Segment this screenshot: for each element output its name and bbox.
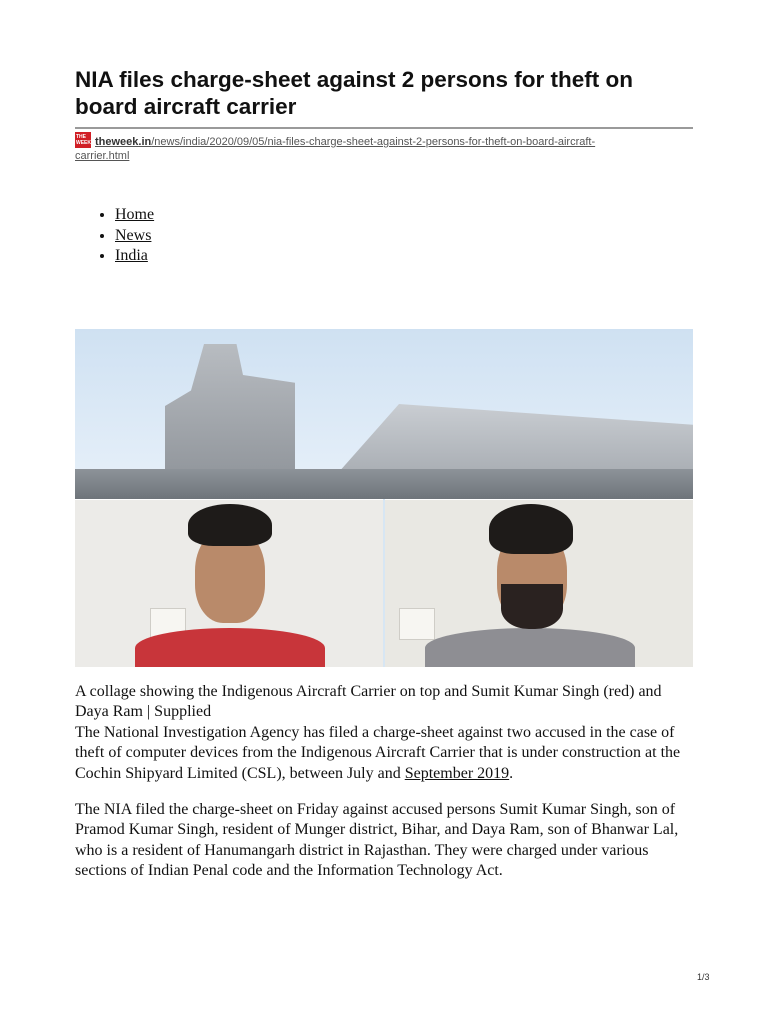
source-link[interactable] <box>75 136 595 162</box>
article-photo-collage <box>75 329 693 667</box>
page-number: 1/3 <box>697 972 710 982</box>
breadcrumb-link-home[interactable]: Home <box>115 206 155 223</box>
breadcrumb-link-news[interactable]: News <box>115 226 152 244</box>
beard <box>501 584 563 629</box>
portrait-sumit-kumar-singh <box>75 499 383 667</box>
article-paragraph-2: The NIA filed the charge-sheet on Friday against accused persons Sumit Kumar Singh, son of Pramod Kumar Singh, resident of Munger district, Bihar, and Daya Ram, son of Bhanwar Lal, who is a resident of Hanumangarh district in Rajasthan. They were charged under various sections of Indian Penal code and the Information Technology Act. <box>75 801 679 879</box>
title-divider <box>75 127 693 129</box>
hair <box>188 504 272 546</box>
source-url[interactable] <box>75 132 675 163</box>
source-host: theweek.in <box>95 136 152 148</box>
hair <box>489 504 573 554</box>
breadcrumb-item-home <box>115 205 154 226</box>
portrait-daya-ram <box>385 499 693 667</box>
the-week-logo-icon: THE WEEK <box>76 134 91 146</box>
breadcrumb-item-news <box>115 226 154 247</box>
breadcrumb-item-india <box>115 246 154 267</box>
source-path-line2: carrier.html <box>75 150 130 162</box>
september-2019-link[interactable]: September 2019 <box>404 764 510 782</box>
carrier-hull <box>75 469 693 499</box>
article-paragraph-1: The National Investigation Agency has filed a charge-sheet against two accused in the case of theft of computer devices from the Indigenous Aircraft Carrier that is under construction at the Cochin Shipyard Limited (CSL), between July and September 2019. <box>75 724 681 782</box>
source-path-line1: /news/india/2020/09/05/nia-files-charge-sheet-against-2-persons-for-theft-on-board-aircraft- <box>151 136 596 148</box>
photo-caption: A collage showing the Indigenous Aircraft Carrier on top and Sumit Kumar Singh (red) and Daya Ram | Supplied <box>75 683 662 721</box>
breadcrumb-link-india[interactable]: India <box>115 247 148 264</box>
red-shirt <box>135 628 325 667</box>
breadcrumb <box>75 205 154 267</box>
grey-shirt <box>425 628 635 667</box>
wall-switch <box>399 608 435 640</box>
article-title: NIA files charge-sheet against 2 persons for theft on board aircraft carrier <box>75 67 634 119</box>
